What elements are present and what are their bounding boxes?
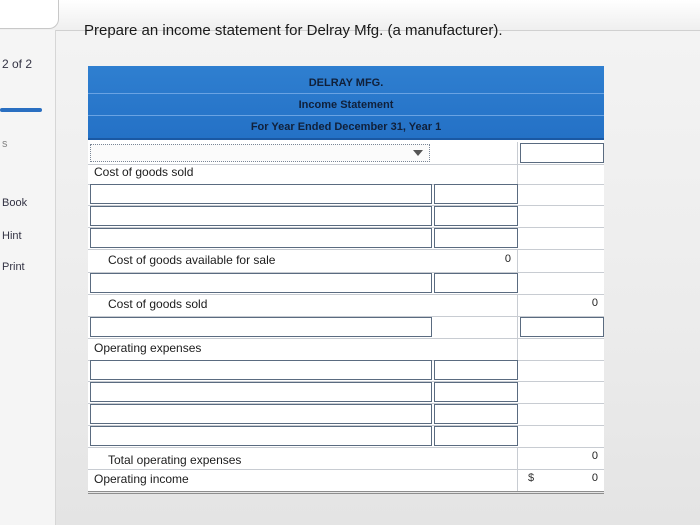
sidebar-item-print[interactable]: Print <box>2 261 25 273</box>
amount-cell <box>518 425 604 447</box>
amount-input[interactable] <box>520 317 604 337</box>
amount-input[interactable] <box>520 143 604 163</box>
question-text: Prepare an income statement for Delray Mfg. (a manufacturer). <box>84 22 503 39</box>
statement-title: Income Statement <box>298 99 394 111</box>
table-row <box>88 447 604 470</box>
cogs-total-value: 0 <box>591 297 598 309</box>
amount-cell <box>518 272 604 294</box>
amount-cell <box>434 338 518 360</box>
table-row <box>88 250 604 273</box>
amount-cell <box>518 205 604 227</box>
amount-cell <box>434 294 518 316</box>
table-row <box>88 403 604 426</box>
operating-income-value: 0 <box>591 472 598 484</box>
cogs-heading: Cost of goods sold <box>94 165 194 179</box>
progress-bar <box>0 108 42 112</box>
amount-cell <box>434 447 518 469</box>
account-input[interactable] <box>90 426 432 446</box>
sidebar-cut-letter: s <box>2 138 8 150</box>
amount-cell <box>518 338 604 360</box>
amount-cell <box>518 250 604 272</box>
currency-symbol: $ <box>528 472 535 484</box>
cogs-total-label: Cost of goods sold <box>108 297 208 311</box>
account-input[interactable] <box>90 206 432 226</box>
amount-input[interactable] <box>434 273 518 293</box>
account-input[interactable] <box>90 382 432 402</box>
amount-cell <box>518 381 604 403</box>
amount-input[interactable] <box>434 184 518 204</box>
header-divider <box>88 93 604 94</box>
chevron-down-icon <box>413 150 423 156</box>
question-progress: 2 of 2 <box>2 57 33 71</box>
table-row <box>88 338 604 361</box>
sidebar-item-book[interactable]: Book <box>2 197 28 209</box>
account-select[interactable] <box>90 144 430 162</box>
company-name: DELRAY MFG. <box>308 77 384 89</box>
amount-input[interactable] <box>434 360 518 380</box>
statement-period: For Year Ended December 31, Year 1 <box>250 121 442 133</box>
cogs-available-label: Cost of goods available for sale <box>108 253 276 267</box>
table-row <box>88 381 604 404</box>
opex-total-value: 0 <box>591 450 598 462</box>
amount-cell <box>518 162 604 184</box>
amount-cell <box>434 162 518 184</box>
income-statement-table <box>88 66 604 492</box>
table-row <box>88 469 604 494</box>
amount-cell[interactable] <box>434 142 518 164</box>
amount-input[interactable] <box>434 206 518 226</box>
cogs-available-value: 0 <box>504 253 511 265</box>
amount-cell <box>434 469 518 491</box>
amount-cell <box>518 469 604 491</box>
account-input[interactable] <box>90 404 432 424</box>
amount-cell <box>518 183 604 205</box>
account-input[interactable] <box>90 317 432 337</box>
account-input[interactable] <box>90 228 432 248</box>
header-divider <box>88 115 604 116</box>
table-row <box>88 359 604 382</box>
table-row <box>88 272 604 295</box>
sidebar-item-hint[interactable]: Hint <box>2 230 22 242</box>
amount-input[interactable] <box>434 426 518 446</box>
amount-cell <box>518 447 604 469</box>
amount-cell <box>518 403 604 425</box>
amount-input[interactable] <box>434 382 518 402</box>
table-row <box>88 162 604 185</box>
amount-cell <box>518 359 604 381</box>
operating-income-label: Operating income <box>94 472 189 486</box>
amount-cell <box>434 250 518 272</box>
amount-cell <box>518 294 604 316</box>
top-tab[interactable] <box>0 0 59 29</box>
amount-cell <box>518 227 604 249</box>
opex-heading: Operating expenses <box>94 341 202 355</box>
statement-header <box>88 66 604 140</box>
table-row <box>88 425 604 448</box>
sidebar <box>0 30 56 525</box>
table-row <box>88 316 604 339</box>
table-row <box>88 294 604 317</box>
account-input[interactable] <box>90 273 432 293</box>
amount-input[interactable] <box>434 228 518 248</box>
table-row <box>88 205 604 228</box>
amount-input[interactable] <box>434 404 518 424</box>
amount-cell <box>434 316 518 338</box>
table-row <box>88 227 604 250</box>
opex-total-label: Total operating expenses <box>108 453 242 467</box>
table-row <box>88 183 604 206</box>
account-input[interactable] <box>90 360 432 380</box>
account-input[interactable] <box>90 184 432 204</box>
